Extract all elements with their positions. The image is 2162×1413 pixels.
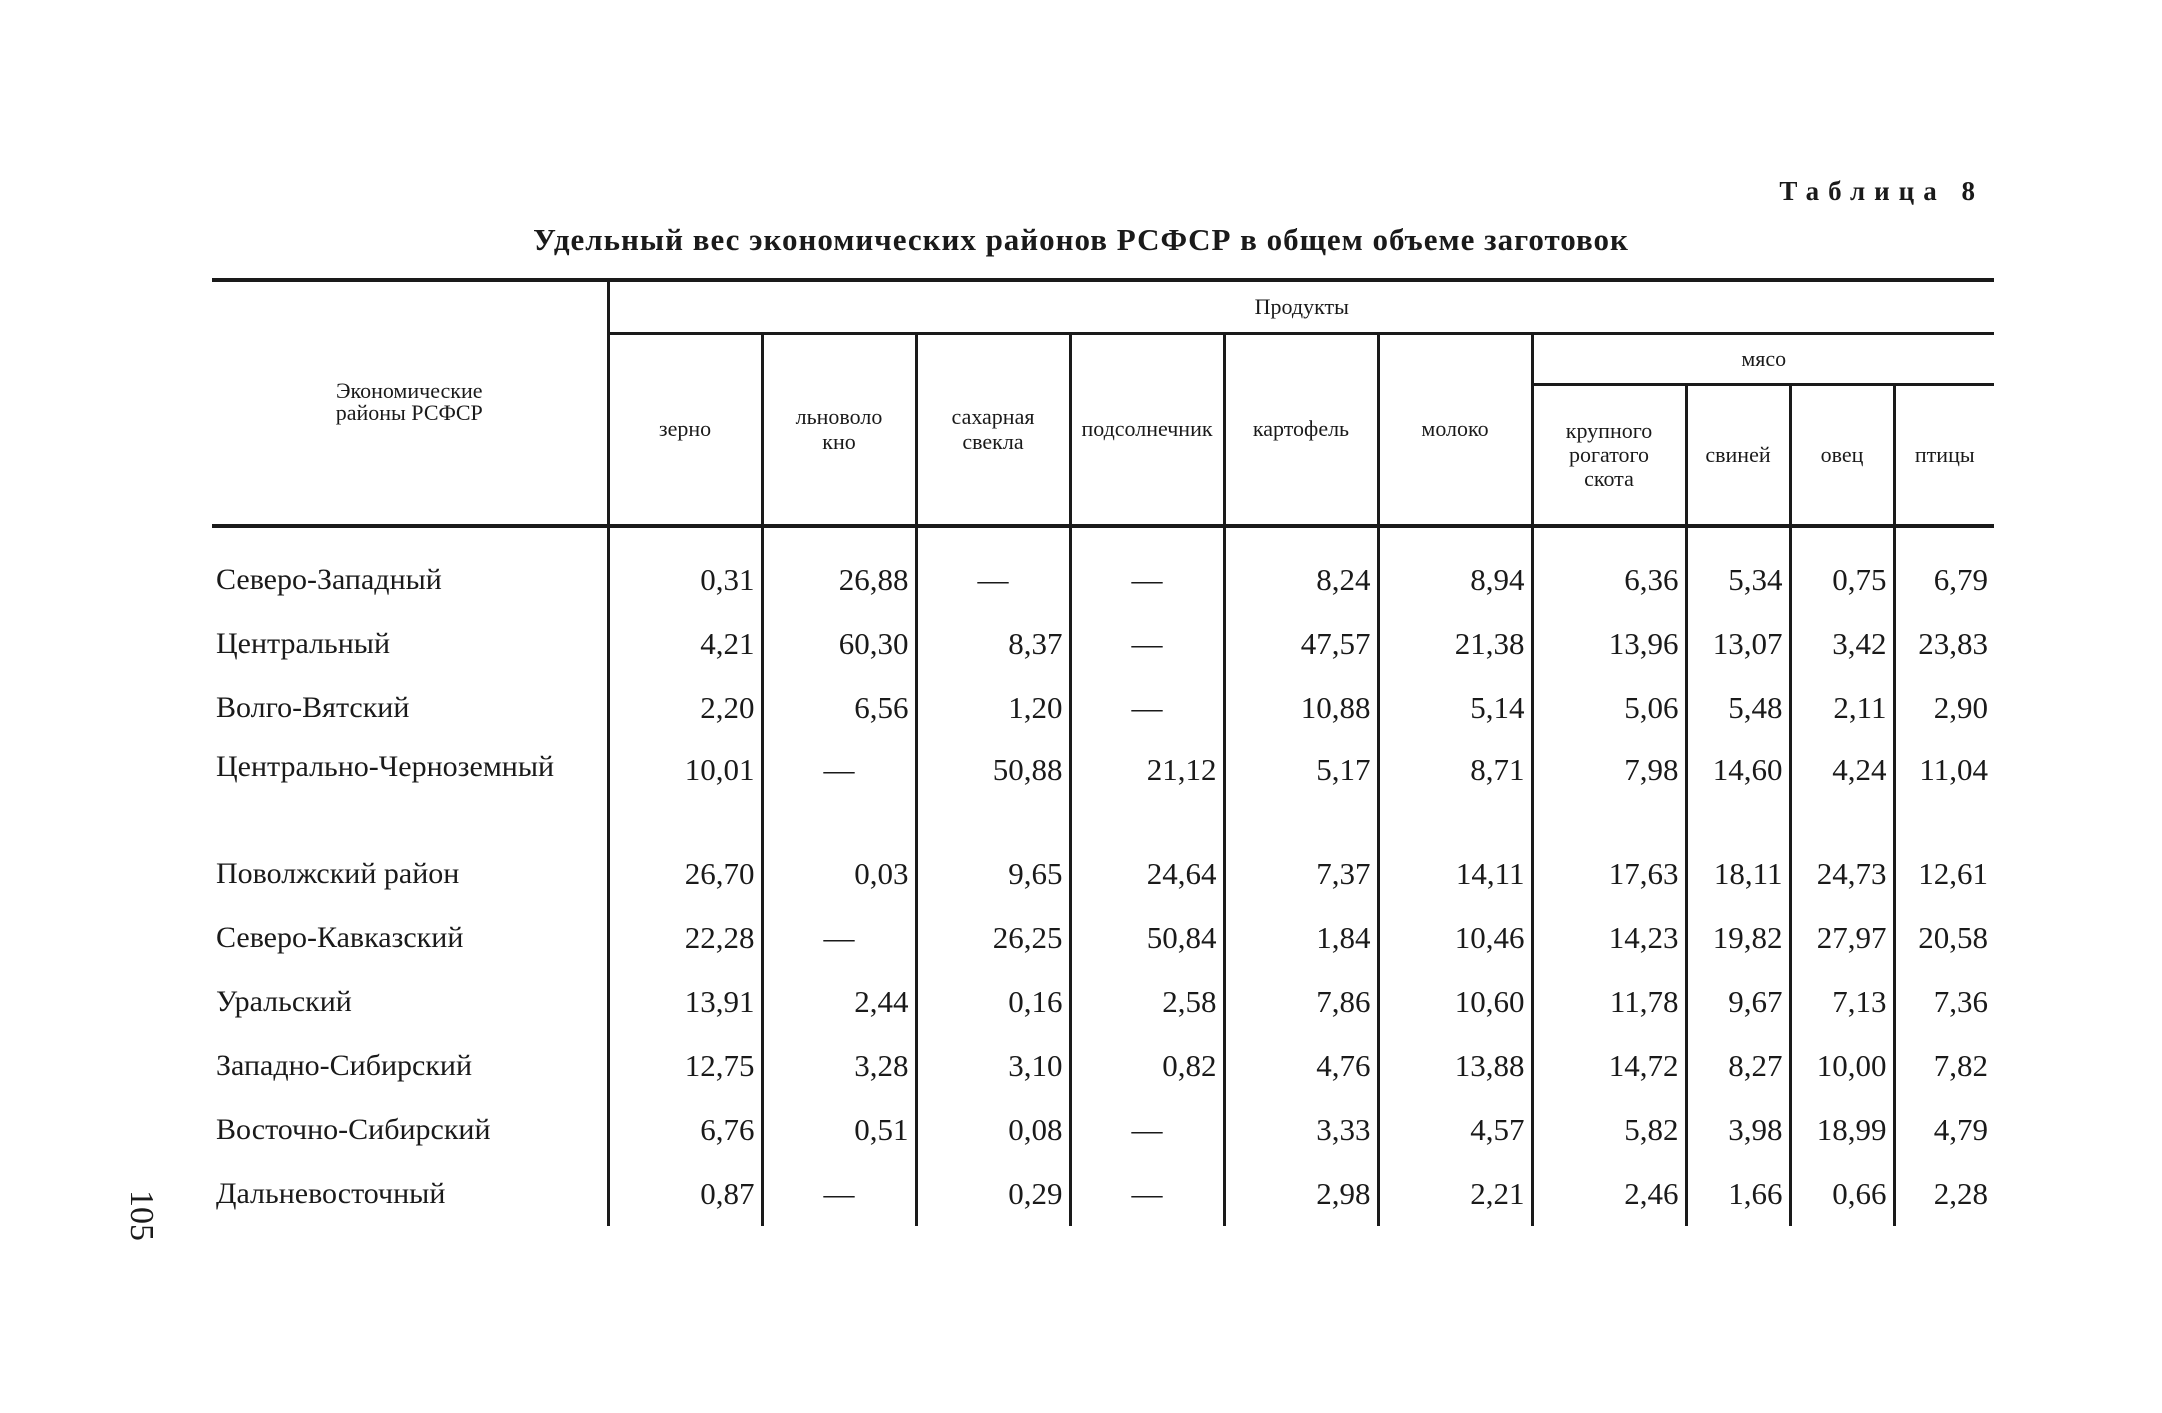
- table-cell: 7,82: [1894, 1034, 1994, 1098]
- table-row: [212, 612, 1994, 676]
- region-name: Восточно-Сибирский: [216, 1113, 491, 1146]
- table-row: [212, 970, 1994, 1034]
- table-cell: 11,04: [1894, 740, 1994, 842]
- region-name: Западно-Сибирский: [216, 1049, 473, 1082]
- table-cell: 4,79: [1894, 1098, 1994, 1162]
- table-cell: 0,66: [1790, 1162, 1894, 1226]
- header-sunflower: подсолнечник: [1070, 334, 1224, 527]
- table-cell: 4,21: [608, 612, 762, 676]
- table-cell: 13,07: [1686, 612, 1790, 676]
- table-cell: 10,60: [1378, 970, 1532, 1034]
- table-cell: 1,66: [1686, 1162, 1790, 1226]
- page-title: Удельный вес экономических районов РСФСР в общем объеме заготовок: [533, 222, 1629, 257]
- table-cell: 12,75: [608, 1034, 762, 1098]
- page-number: 105: [123, 1190, 160, 1241]
- table-cell: 0,08: [916, 1098, 1070, 1162]
- table-cell: 20,58: [1894, 906, 1994, 970]
- table-cell: 14,72: [1532, 1034, 1686, 1098]
- table-cell: 18,11: [1686, 842, 1790, 906]
- table-row: [212, 1034, 1994, 1098]
- header-flax: льноволокно: [762, 334, 916, 527]
- table-cell: 8,71: [1378, 740, 1532, 842]
- table-cell: 23,83: [1894, 612, 1994, 676]
- table-cell: 6,76: [608, 1098, 762, 1162]
- header-sugar-beet: сахарная свекла: [916, 334, 1070, 527]
- table-cell: 4,24: [1790, 740, 1894, 842]
- table-cell: 7,98: [1532, 740, 1686, 842]
- table-cell: —: [916, 526, 1070, 612]
- table-cell: 0,31: [608, 526, 762, 612]
- region-name: Уральский: [216, 985, 352, 1018]
- region-name: Центральный: [216, 627, 391, 660]
- table-cell: —: [1070, 612, 1224, 676]
- header-milk: молоко: [1378, 334, 1532, 527]
- table-cell: 6,36: [1532, 526, 1686, 612]
- table-cell: 27,97: [1790, 906, 1894, 970]
- table-cell: 0,29: [916, 1162, 1070, 1226]
- table-cell: 7,86: [1224, 970, 1378, 1034]
- table-cell: 1,84: [1224, 906, 1378, 970]
- table-cell: 2,21: [1378, 1162, 1532, 1226]
- table-cell: —: [762, 906, 916, 970]
- table-cell: 26,88: [762, 526, 916, 612]
- table-cell: 7,37: [1224, 842, 1378, 906]
- header-grain: зерно: [608, 334, 762, 527]
- header-meat: мясо: [1532, 334, 1994, 385]
- table-cell: —: [1070, 1098, 1224, 1162]
- table-cell: 3,33: [1224, 1098, 1378, 1162]
- table-cell: 14,23: [1532, 906, 1686, 970]
- table-row: [212, 740, 1994, 842]
- table-label: Таблица 8: [1779, 176, 1984, 206]
- table-cell: 13,88: [1378, 1034, 1532, 1098]
- table-cell: 2,46: [1532, 1162, 1686, 1226]
- header-region: [212, 280, 608, 526]
- header-cattle: крупного рогатого скота: [1532, 385, 1686, 527]
- table-cell: 4,57: [1378, 1098, 1532, 1162]
- table-cell: 3,28: [762, 1034, 916, 1098]
- table-cell: —: [1070, 676, 1224, 740]
- region-name: Северо-Кавказский: [216, 921, 464, 954]
- table-cell: 0,87: [608, 1162, 762, 1226]
- table-row: [212, 1162, 1994, 1226]
- table-cell: 5,06: [1532, 676, 1686, 740]
- table-cell: 12,61: [1894, 842, 1994, 906]
- table-cell: 2,28: [1894, 1162, 1994, 1226]
- table-cell: 5,34: [1686, 526, 1790, 612]
- table-cell: 0,82: [1070, 1034, 1224, 1098]
- table-cell: 26,25: [916, 906, 1070, 970]
- table-cell: 50,84: [1070, 906, 1224, 970]
- table-cell: 5,14: [1378, 676, 1532, 740]
- region-name: Северо-Западный: [216, 563, 442, 596]
- table-cell: 8,27: [1686, 1034, 1790, 1098]
- table-cell: 2,98: [1224, 1162, 1378, 1226]
- table-cell: 9,67: [1686, 970, 1790, 1034]
- table-cell: 7,36: [1894, 970, 1994, 1034]
- header-potato: картофель: [1224, 334, 1378, 527]
- table-cell: 24,64: [1070, 842, 1224, 906]
- table-cell: 10,00: [1790, 1034, 1894, 1098]
- table-row: [212, 1098, 1994, 1162]
- table-cell: 19,82: [1686, 906, 1790, 970]
- table-cell: 26,70: [608, 842, 762, 906]
- table-cell: 2,90: [1894, 676, 1994, 740]
- table-row: [212, 906, 1994, 970]
- table-cell: 10,01: [608, 740, 762, 842]
- table-cell: 11,78: [1532, 970, 1686, 1034]
- table-cell: 2,11: [1790, 676, 1894, 740]
- table-cell: 6,56: [762, 676, 916, 740]
- table-cell: 7,13: [1790, 970, 1894, 1034]
- table-cell: 21,12: [1070, 740, 1224, 842]
- header-pigs: свиней: [1686, 385, 1790, 527]
- table-cell: 13,96: [1532, 612, 1686, 676]
- region-name: Поволжский район: [216, 857, 460, 890]
- region-name: Дальневосточный: [216, 1177, 446, 1210]
- table-cell: 3,98: [1686, 1098, 1790, 1162]
- table-cell: 10,46: [1378, 906, 1532, 970]
- table-cell: 2,44: [762, 970, 916, 1034]
- table-cell: 17,63: [1532, 842, 1686, 906]
- header-sheep: овец: [1790, 385, 1894, 527]
- table-row: [212, 842, 1994, 906]
- header-products: Продукты: [608, 280, 1994, 334]
- table-cell: 2,58: [1070, 970, 1224, 1034]
- table-cell: 5,17: [1224, 740, 1378, 842]
- data-table: [212, 278, 1994, 1226]
- table-cell: 0,16: [916, 970, 1070, 1034]
- table-cell: 8,37: [916, 612, 1070, 676]
- table-cell: 8,24: [1224, 526, 1378, 612]
- table-cell: 5,48: [1686, 676, 1790, 740]
- table-cell: 5,82: [1532, 1098, 1686, 1162]
- table-cell: 0,03: [762, 842, 916, 906]
- table-cell: 3,42: [1790, 612, 1894, 676]
- table-cell: 21,38: [1378, 612, 1532, 676]
- table-cell: 1,20: [916, 676, 1070, 740]
- region-name: Центрально-Черноземный: [216, 750, 555, 783]
- table-cell: 50,88: [916, 740, 1070, 842]
- table-cell: 4,76: [1224, 1034, 1378, 1098]
- table-cell: —: [1070, 526, 1224, 612]
- header-region-label: Экономические районы РСФСР: [335, 378, 483, 426]
- table-cell: —: [1070, 1162, 1224, 1226]
- table-row: [212, 526, 1994, 612]
- table-cell: 6,79: [1894, 526, 1994, 612]
- table-cell: 3,10: [916, 1034, 1070, 1098]
- table-cell: 24,73: [1790, 842, 1894, 906]
- table-cell: 0,51: [762, 1098, 916, 1162]
- table-cell: 18,99: [1790, 1098, 1894, 1162]
- table-row: [212, 676, 1994, 740]
- table-cell: 14,60: [1686, 740, 1790, 842]
- table-cell: 2,20: [608, 676, 762, 740]
- table-cell: 22,28: [608, 906, 762, 970]
- table-cell: 47,57: [1224, 612, 1378, 676]
- table-cell: 10,88: [1224, 676, 1378, 740]
- header-poultry: птицы: [1894, 385, 1994, 527]
- table-cell: 8,94: [1378, 526, 1532, 612]
- table-cell: 0,75: [1790, 526, 1894, 612]
- table-cell: —: [762, 740, 916, 842]
- table-cell: 9,65: [916, 842, 1070, 906]
- region-name: Волго-Вятский: [216, 691, 410, 724]
- table-cell: 13,91: [608, 970, 762, 1034]
- table-cell: 60,30: [762, 612, 916, 676]
- table-cell: 14,11: [1378, 842, 1532, 906]
- table-cell: —: [762, 1162, 916, 1226]
